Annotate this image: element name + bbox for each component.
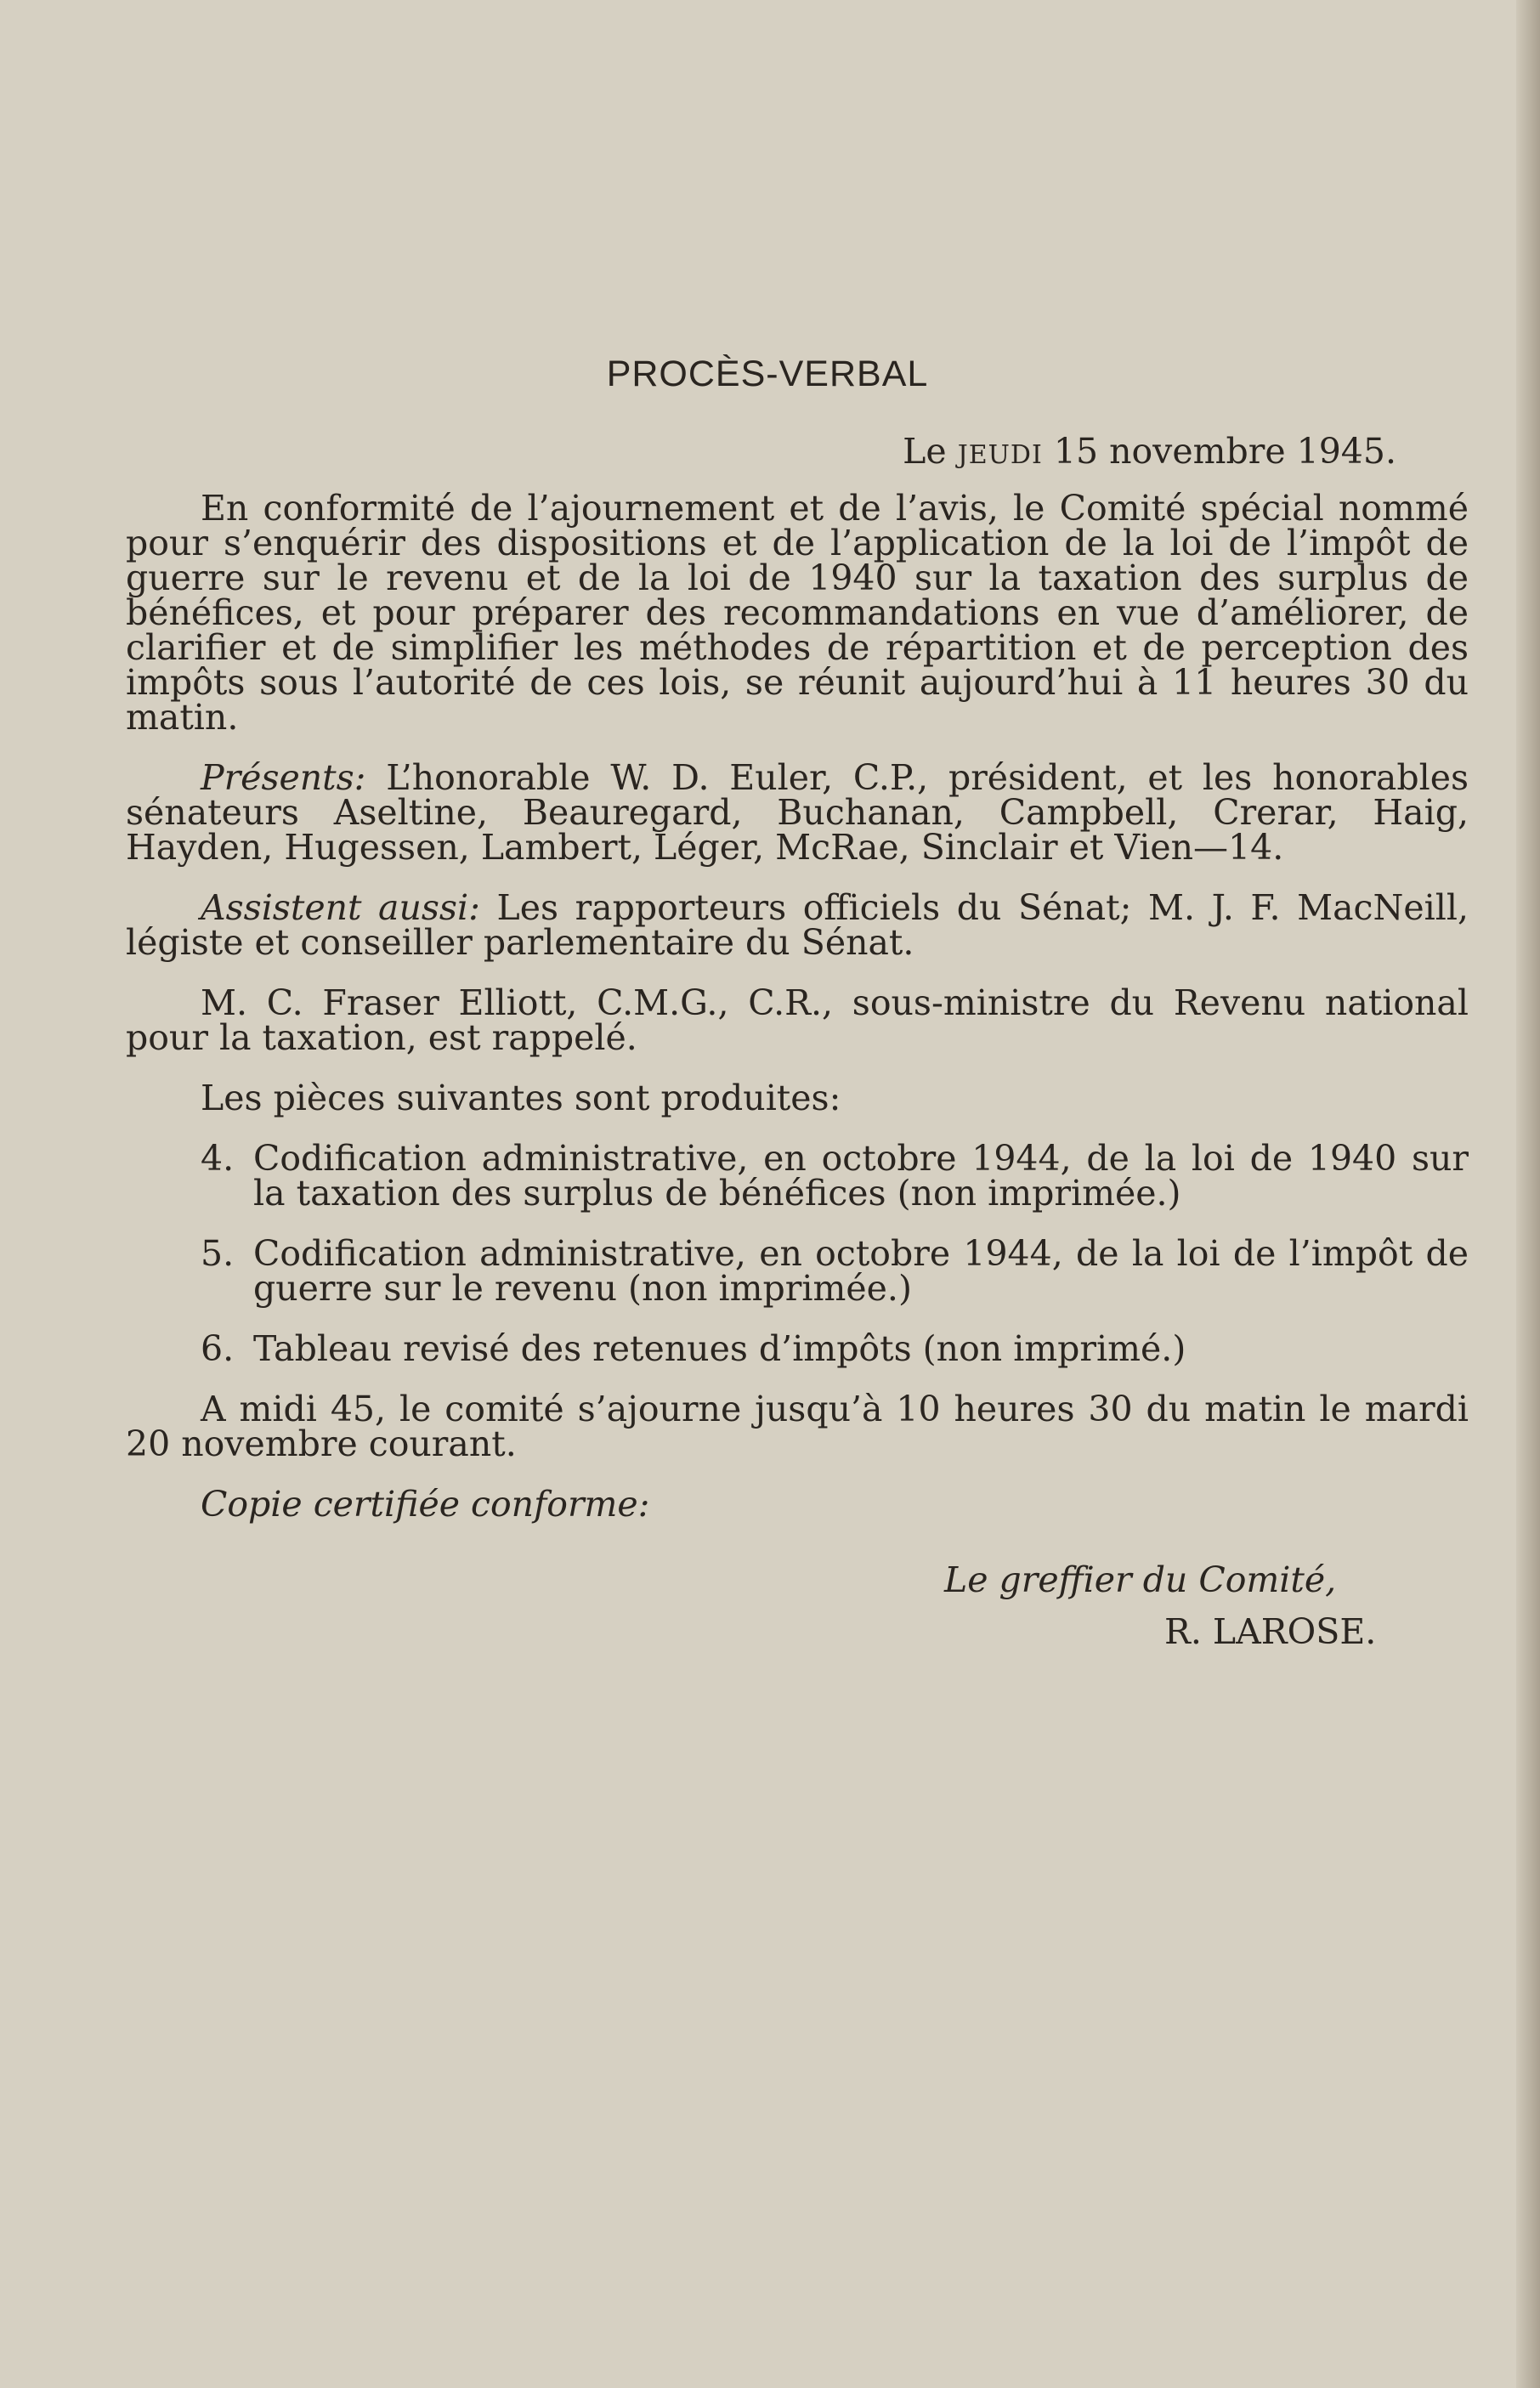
page-edge — [1516, 0, 1540, 2388]
presents-label: Présents: — [201, 757, 366, 798]
pieces-intro: Les pièces suivantes sont produites: — [201, 1078, 841, 1118]
date-day: JEUDI — [957, 440, 1043, 470]
item-text: Codification administrative, en octobre 1944, de la loi de l’impôt de guerre sur le revenu (non imprimée.) — [253, 1233, 1469, 1309]
page-title: PROCÈS-VERBAL — [606, 354, 929, 394]
date-rest: 15 novembre 1945. — [1053, 431, 1396, 472]
list-item — [126, 1233, 1469, 1309]
elliott-paragraph: M. C. Fraser Elliott, C.M.G., C.R., sous-ministre du Revenu national pour la taxation, est rappelé. — [126, 982, 1469, 1058]
adjourn-paragraph: A midi 45, le comité s’ajourne jusqu’à 10 heures 30 du matin le mardi 20 novembre courant. — [126, 1389, 1469, 1464]
assistent-text: Les rapporteurs officiels du Sénat; M. J. F. MacNeill, légiste et conseiller parlementaire du Sénat. — [126, 887, 1469, 963]
presents-text: L’honorable W. D. Euler, C.P., président, et les honorables sénateurs Aseltine, Beauregard, Buchanan, Campbell, Crerar, Haig, Hayden, Hugessen, Lambert, Léger, McRae, Sinclair et Vien—14. — [126, 757, 1469, 868]
presents-paragraph — [126, 757, 1469, 868]
item-number: 5. — [201, 1233, 235, 1274]
intro-paragraph: En conformité de l’ajournement et de l’avis, le Comité spécial nommé pour s’enquérir des dispositions et de l’application de la loi de l’impôt de guerre sur le revenu et de la loi de 1940 sur la taxation des surplus de bénéfices, et pour préparer des recommandations en vue d’améliorer, de clarifier et de simplifier les méthodes de répartition et de perception des impôts sous l’autorité de ces lois, se réunit aujourd’hui à 11 heures 30 du matin. — [126, 488, 1469, 738]
assistent-paragraph — [126, 887, 1469, 963]
item-number: 6. — [201, 1328, 235, 1369]
assistent-label: Assistent aussi: — [201, 887, 480, 928]
clerk-role: Le greffier du Comité, — [944, 1559, 1337, 1600]
item-text: Codification administrative, en octobre 1944, de la loi de 1940 sur la taxation des surplus de bénéfices (non imprimée.) — [253, 1138, 1469, 1214]
certification-line: Copie certifiée conforme: — [201, 1484, 650, 1525]
item-number: 4. — [201, 1138, 235, 1179]
meeting-date — [126, 431, 1469, 473]
document-body — [126, 354, 1469, 1652]
date-prefix: Le — [903, 431, 947, 472]
list-item — [126, 1138, 1469, 1214]
clerk-name: R. LAROSE. — [1164, 1611, 1377, 1652]
list-item — [126, 1328, 1469, 1369]
item-text: Tableau revisé des retenues d’impôts (non imprimé.) — [253, 1328, 1186, 1369]
